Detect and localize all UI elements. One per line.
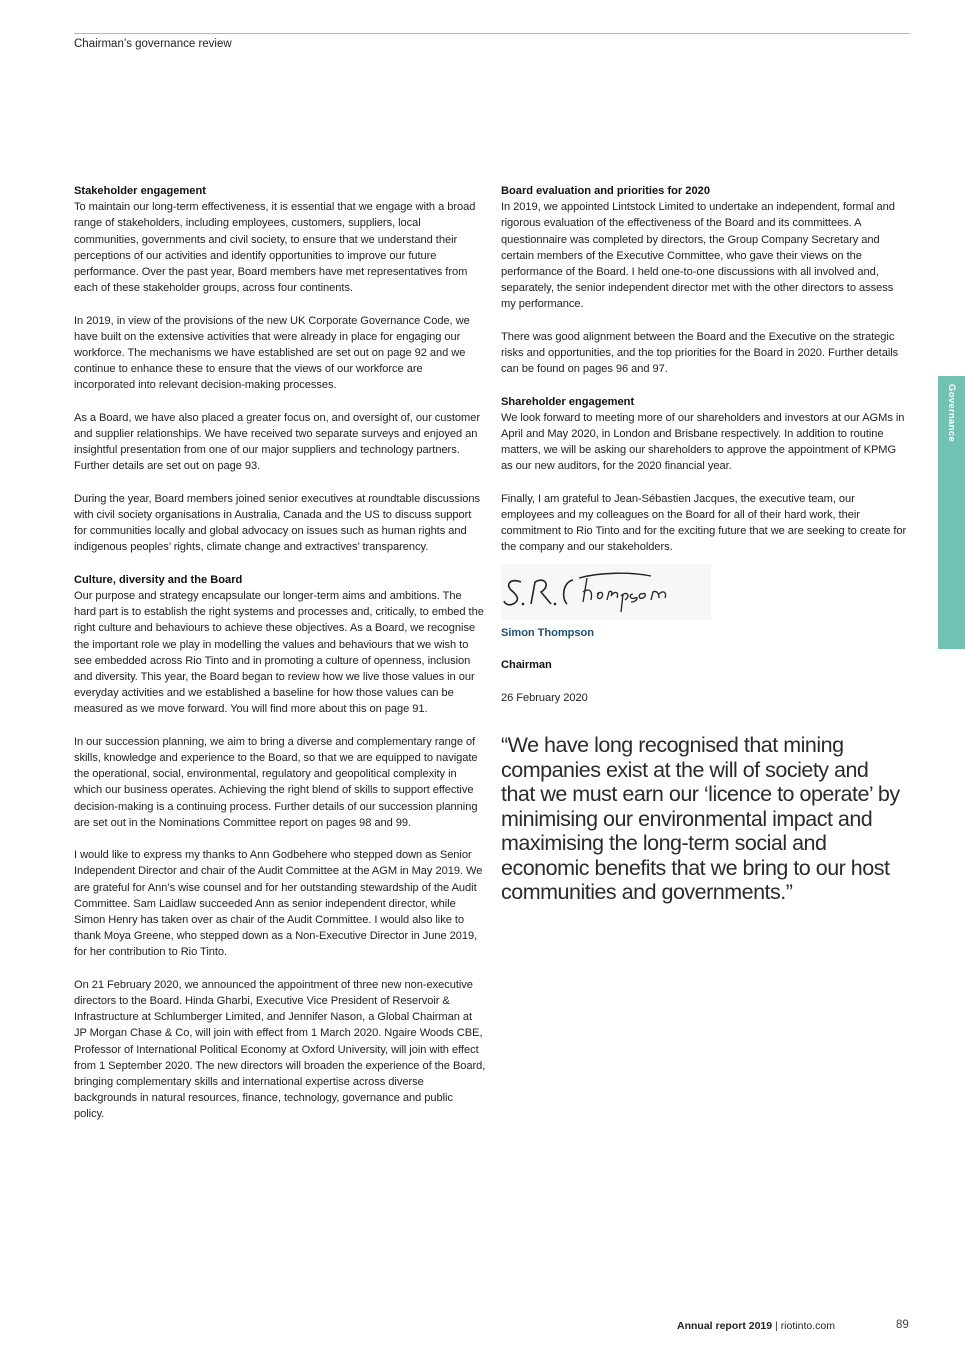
footer-report-title: Annual report 2019 [677, 1320, 773, 1332]
stakeholder-heading: Stakeholder engagement [74, 185, 206, 197]
evaluation-paragraph-1: In 2019, we appointed Lintstock Limited to undertake an independent, formal and rigorous evaluation of the effectiveness of the Board and its committees. A questionnaire was completed by directors, the Group Company Secretary and certain members of the Executive Committee, who gave their views on the performance of the Board. I held one-to-one discussions with all involved and, separately, the senior independent director met with the other directors to assess my performance. [501, 201, 895, 311]
evaluation-paragraph-2: There was good alignment between the Board and the Executive on the strategic risks and opportunities, and the top priorities for the Board in 2020. Further details can be found on pages 96 and 97. [501, 330, 899, 376]
culture-paragraph-3: I would like to express my thanks to Ann Godbehere who stepped down as Senior Independent Director and chair of the Audit Committee at the AGM in May 2019. We are grateful for Ann’s wise counsel and for her outstanding stewardship of the Audit Committee. Sam Laidlaw succeeded Ann as senior independent director, while Simon Henry has taken over as chair of the Audit Committee. I would also like to thank Moya Greene, who stepped down as a Non-Executive Director in June 2019, for her contribution to Rio Tinto. [74, 849, 483, 959]
stakeholder-paragraph-2: In 2019, in view of the provisions of the new UK Corporate Governance Code, we have built on the extensive activities that were already in place for engaging our workforce. The mechanisms we have established are set out on page 92 and we continue to enhance these to ensure that the views of our workforce are incorporated into relevant decision-making processes. [74, 314, 470, 392]
culture-heading: Culture, diversity and the Board [74, 573, 243, 586]
side-tab-label: Governance [946, 384, 957, 442]
culture-paragraph-1: Our purpose and strategy encapsulate our longer-term aims and ambitions. The hard part is to establish the right systems and processes and, critically, to embed the right culture and behaviours to achieve these objectives. As a Board, we recognise the important role we play in modelling the values and behaviours that we wish to see embedded across Rio Tinto and in promoting a culture of openness, inclusion and diversity. This year, the Board began to review how we live those values in our everyday activities and we established a baseline for how those values can be measured as we move forward. You will find more about this on page 91. [74, 590, 484, 716]
signatory-name: Simon Thompson [501, 626, 594, 639]
signatory-role: Chairman [501, 659, 552, 672]
shareholder-paragraph-1: We look forward to meeting more of our shareholders and investors at our AGMs in April and May 2020, in London and Brisbane respectively. In addition to routine matters, we will be asking our shareholders to approve the appointment of KPMG as our new auditors, for the 2020 financial year. [501, 411, 905, 473]
signature-date: 26 February 2020 [501, 691, 588, 704]
left-column [74, 183, 486, 1139]
header-rule [74, 33, 910, 34]
right-column [501, 183, 910, 722]
shareholder-heading: Shareholder engagement [501, 395, 635, 408]
stakeholder-paragraph-1: To maintain our long-term effectiveness, it is essential that we engage with a broad range of stakeholders, including employees, customers, suppliers, local communities, governments and civil society, to ensure that we understand their perceptions of our activities and identify opportunities to improve our future performance. Over the past year, Board members have met representatives from each of these stakeholder groups, across four continents. [74, 201, 476, 295]
signature-image [501, 564, 711, 620]
footer-separator: | [772, 1320, 781, 1332]
shareholder-paragraph-2: Finally, I am grateful to Jean-Sébastien Jacques, the executive team, our employees and my colleagues on the Board for all of their hard work, their commitment to Rio Tinto and for the exciting future that we are seeking to create for the company and our stakeholders. [501, 492, 907, 554]
pull-quote: “We have long recognised that mining companies exist at the will of society and that we must earn our ‘licence to operate’ by minimising our environmental impact and maximising the long-term social and economic benefits that we bring to our host communities and governments.” [501, 733, 900, 904]
stakeholder-paragraph-3: As a Board, we have also placed a greater focus on, and oversight of, our customer and supplier relationships. We have received two separate surveys and enjoyed an insightful presentation from one of our major suppliers and technology partners. Further details are set out on page 93. [74, 411, 480, 473]
footer [677, 1320, 835, 1332]
evaluation-heading: Board evaluation and priorities for 2020 [501, 185, 710, 197]
culture-paragraph-2: In our succession planning, we aim to bring a diverse and complementary range of skills, knowledge and experience to the Board, so that we are equipped to navigate the operational, social, environmental, regulatory and geopolitical complexity in which our business operates. Achieving the right blend of skills to support effective decision-making is a continuing process. Further details of our succession planning are set out in the Nominations Committee report on pages 98 and 99. [74, 735, 478, 829]
culture-paragraph-4: On 21 February 2020, we announced the appointment of three new non-executive directors to the Board. Hinda Gharbi, Executive Vice President of Reservoir & Infrastructure at Schlumberger Limited, and Jennifer Nason, a Global Chairman at JP Morgan Chase & Co, will join with effect from 1 March 2020. Ngaire Woods CBE, Professor of International Political Economy at Oxford University, will join with effect from 1 September 2020. The new directors will broaden the experience of the Board, bringing complementary skills and international expertise across diverse backgrounds in natural resources, finance, technology, governance and public policy. [74, 978, 486, 1121]
stakeholder-paragraph-4: During the year, Board members joined senior executives at roundtable discussions with civil society organisations in Australia, Canada and the US to discuss support for communities locally and global advocacy on issues such as human rights and indigenous peoples’ rights, climate change and extractives’ transparency. [74, 492, 481, 554]
governance-side-tab[interactable] [938, 376, 965, 649]
page-section-title: Chairman’s governance review [74, 38, 232, 50]
page-number: 89 [896, 1319, 909, 1331]
footer-site-link[interactable]: riotinto.com [780, 1320, 835, 1332]
